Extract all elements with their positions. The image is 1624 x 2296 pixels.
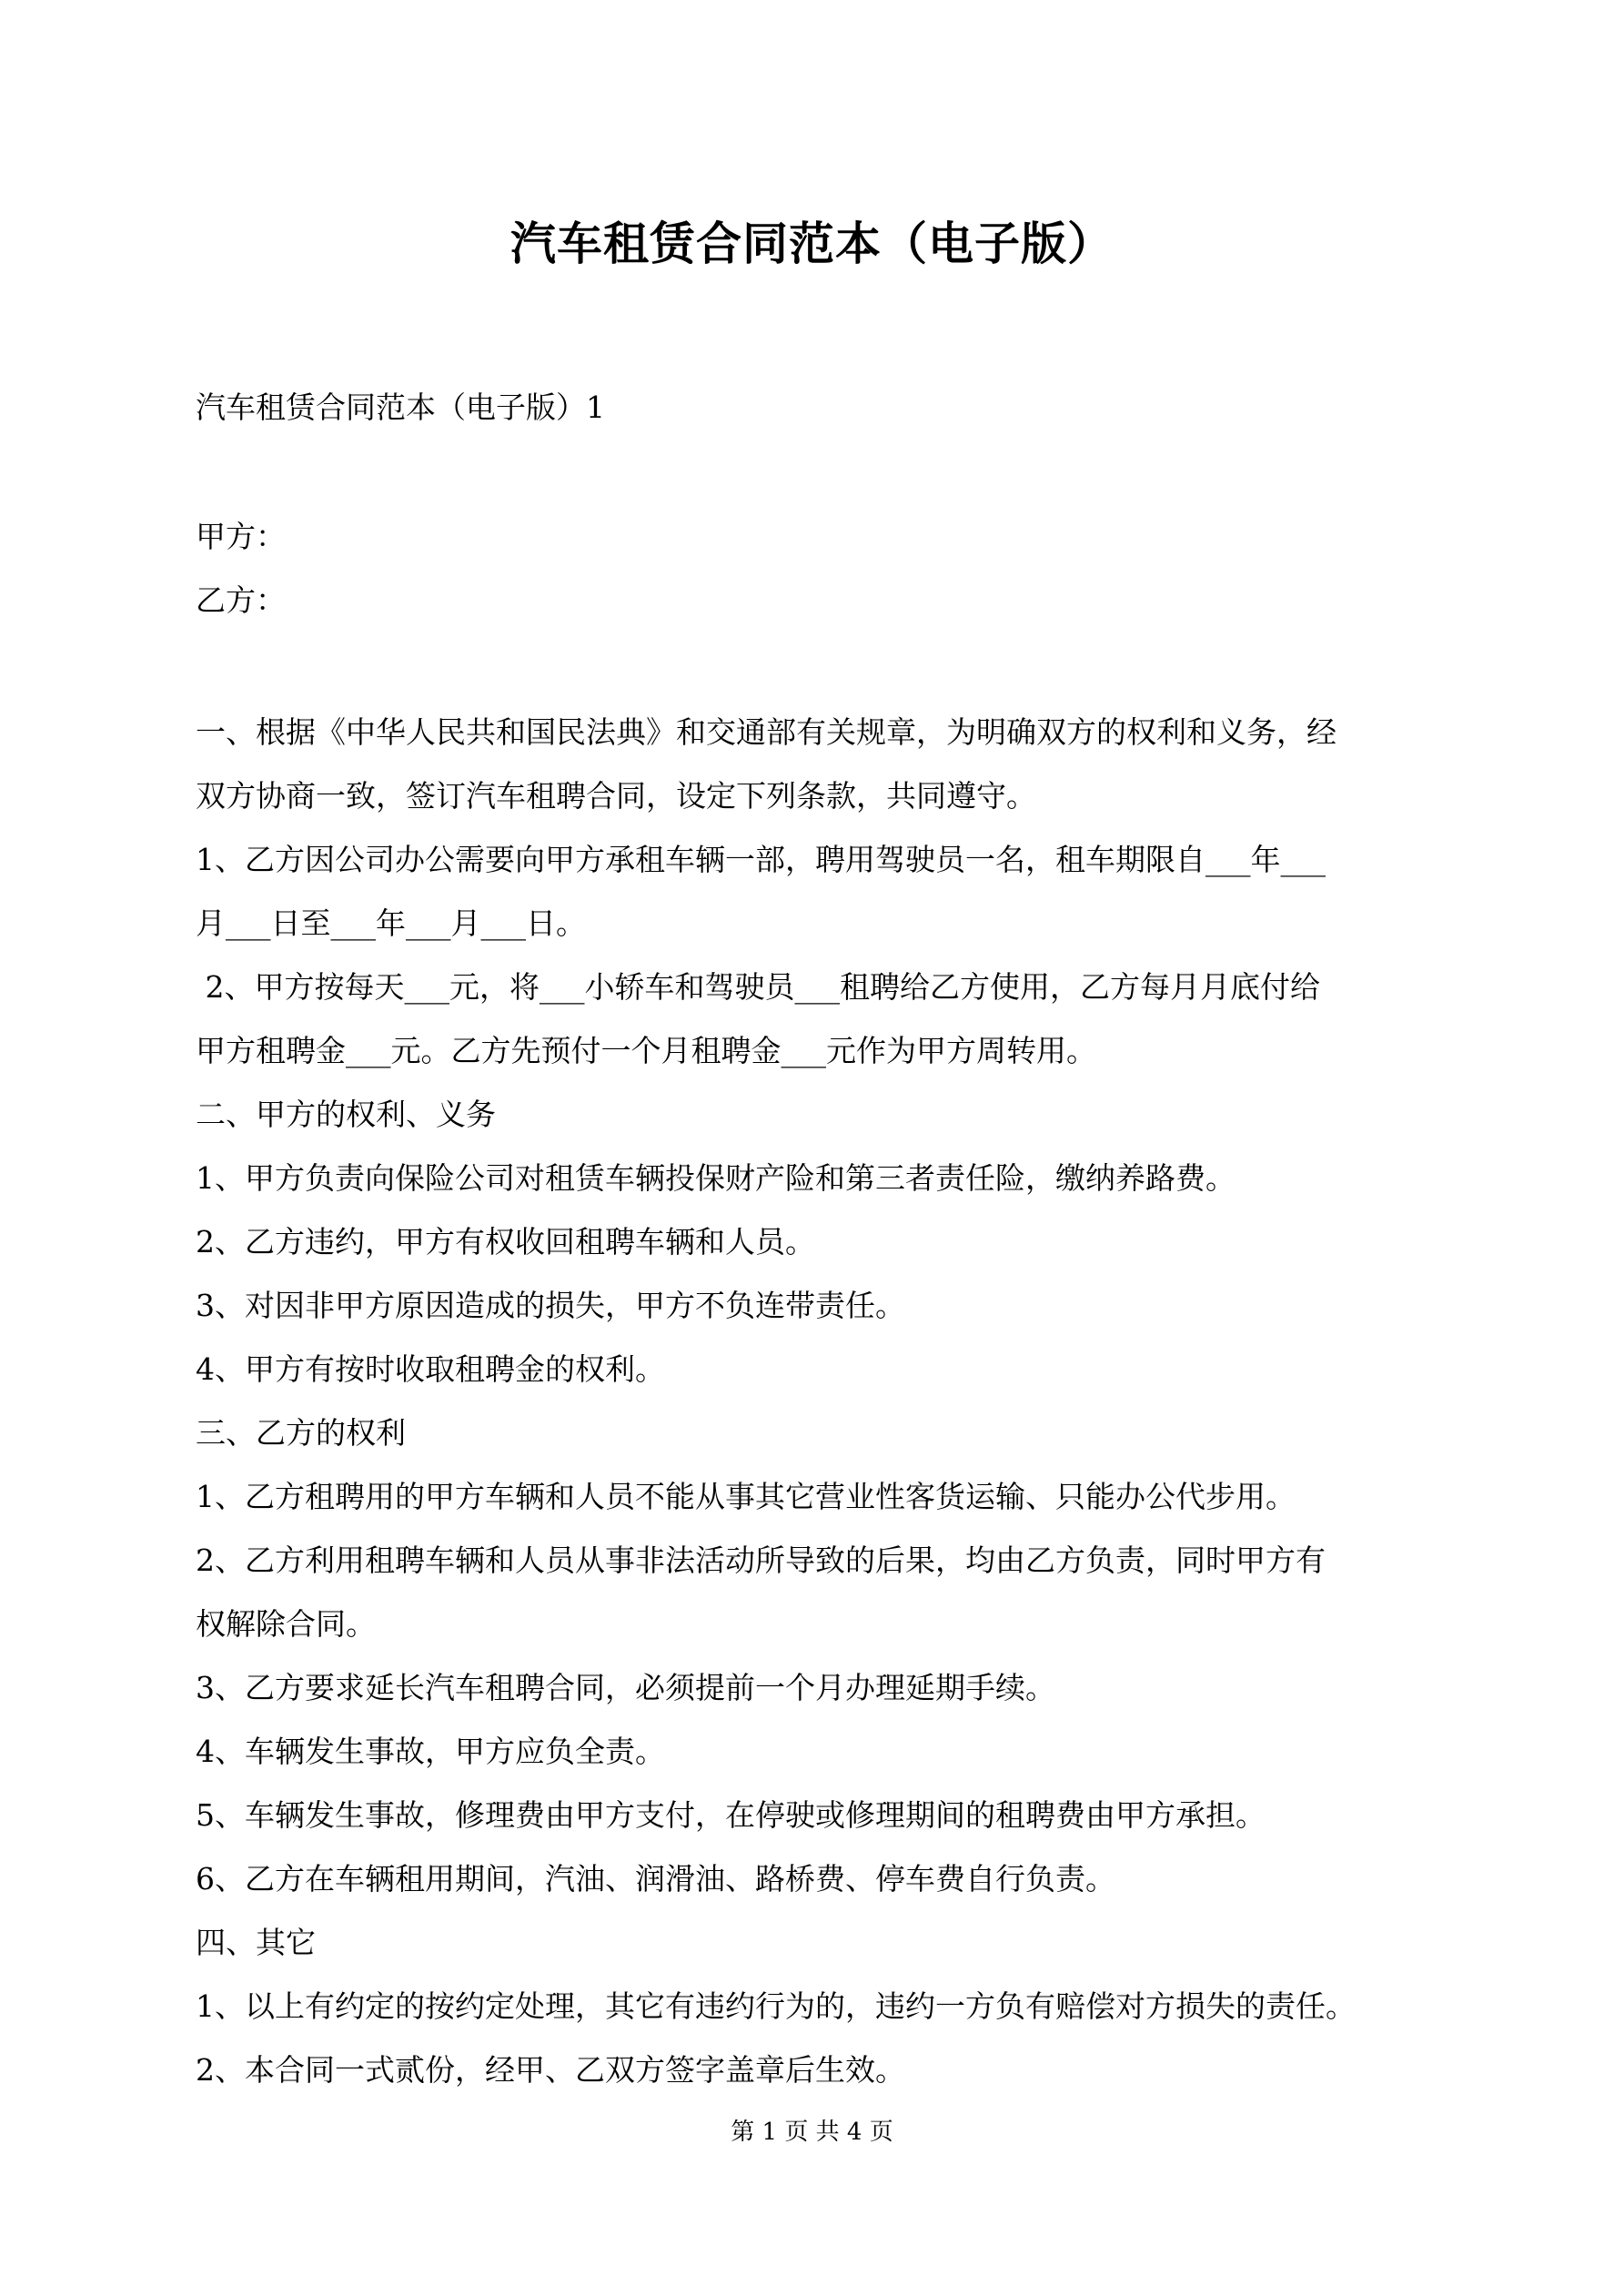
paragraph-line: 4、车辆发生事故，甲方应负全责。 <box>196 1734 665 1769</box>
section-heading: 三、乙方的权利 <box>196 1415 406 1451</box>
page-footer: 第 1 页 共 4 页 <box>731 2119 893 2146</box>
paragraph-line: 1、乙方因公司办公需要向甲方承租车辆一部，聘用驾驶员一名，租车期限自___年___ <box>196 842 1326 877</box>
paragraph-line: 1、乙方租聘用的甲方车辆和人员不能从事其它营业性客货运输、只能办公代步用。 <box>196 1479 1296 1514</box>
document-subtitle: 汽车租赁合同范本（电子版）1 <box>196 389 605 425</box>
paragraph-line: 甲方租聘金___元。乙方先预付一个月租聘金___元作为甲方周转用。 <box>196 1033 1096 1068</box>
paragraph-line: 1、以上有约定的按约定处理，其它有违约行为的，违约一方负有赔偿对方损失的责任。 <box>196 1988 1356 2024</box>
section-heading: 二、甲方的权利、义务 <box>196 1097 496 1132</box>
paragraph-line: 4、甲方有按时收取租聘金的权利。 <box>196 1351 665 1387</box>
paragraph-line: 一、根据《中华人民共和国民法典》和交通部有关规章，为明确双方的权利和义务，经 <box>196 714 1337 750</box>
paragraph-line: 2、乙方利用租聘车辆和人员从事非法活动所导致的后果，均由乙方负责，同时甲方有 <box>196 1542 1326 1578</box>
paragraph-line: 1、甲方负责向保险公司对租赁车辆投保财产险和第三者责任险，缴纳养路费。 <box>196 1160 1236 1196</box>
paragraph-line: 6、乙方在车辆租用期间，汽油、润滑油、路桥费、停车费自行负责。 <box>196 1861 1115 1896</box>
paragraph-line: 权解除合同。 <box>196 1606 376 1642</box>
document-title: 汽车租赁合同范本（电子版） <box>510 217 1114 270</box>
paragraph-line: 双方协商一致，签订汽车租聘合同，设定下列条款，共同遵守。 <box>196 778 1036 814</box>
paragraph-line: 月___日至___年___月___日。 <box>196 905 586 941</box>
paragraph-line: 3、对因非甲方原因造成的损失，甲方不负连带责任。 <box>196 1288 905 1323</box>
party-b-label: 乙方： <box>196 582 286 618</box>
paragraph-line: 5、车辆发生事故，修理费由甲方支付，在停驶或修理期间的租聘费由甲方承担。 <box>196 1797 1266 1833</box>
paragraph-line: 3、乙方要求延长汽车租聘合同，必须提前一个月办理延期手续。 <box>196 1670 1055 1705</box>
paragraph-line: 2、乙方违约，甲方有权收回租聘车辆和人员。 <box>196 1224 815 1259</box>
paragraph-line: 2、甲方按每天___元，将___小轿车和驾驶员___租聘给乙方使用，乙方每月月底付给 <box>196 969 1320 1005</box>
section-heading: 四、其它 <box>196 1925 316 1960</box>
paragraph-line: 2、本合同一式贰份，经甲、乙双方签字盖章后生效。 <box>196 2052 905 2088</box>
party-a-label: 甲方： <box>196 519 286 554</box>
